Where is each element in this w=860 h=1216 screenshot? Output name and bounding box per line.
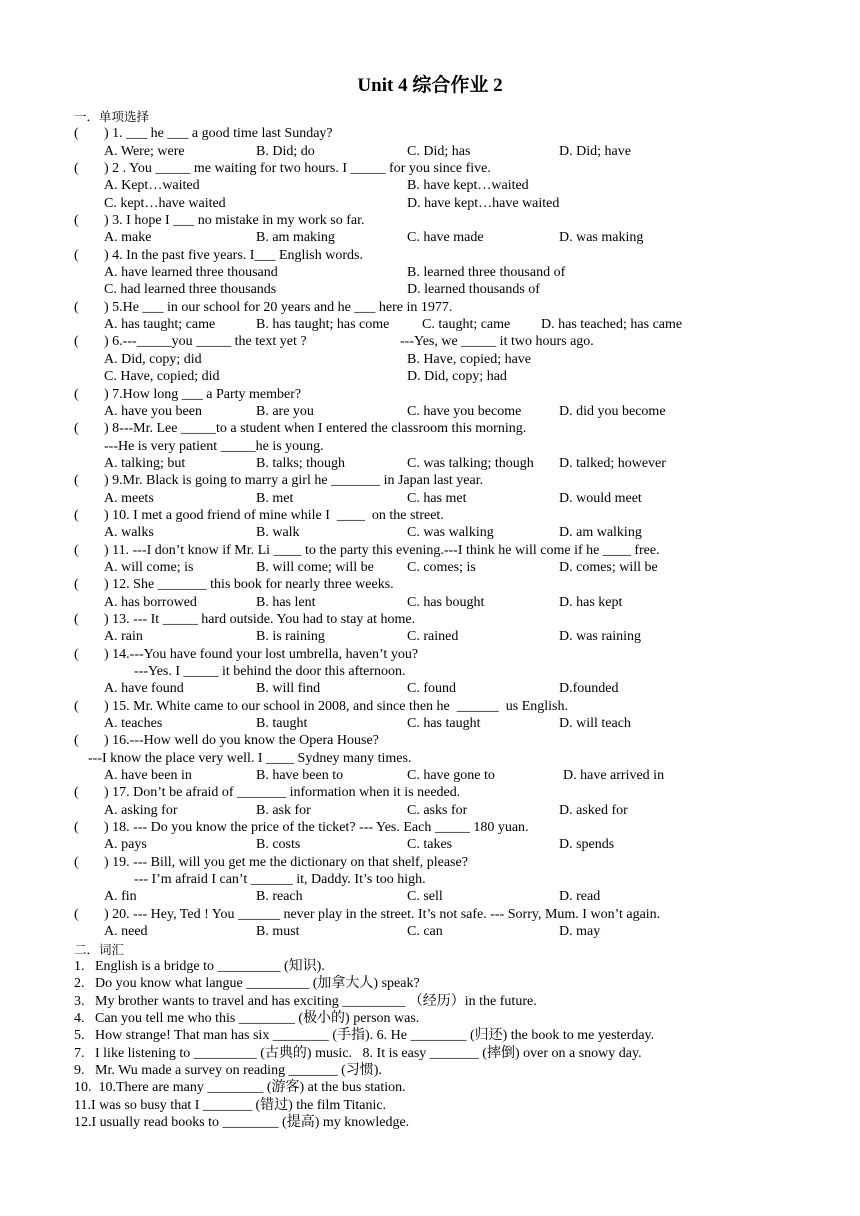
- options-row: [74, 368, 834, 385]
- option-c: C. sell: [407, 889, 443, 905]
- option-c: C. found: [407, 681, 456, 697]
- question-14-sub: [74, 663, 834, 680]
- option-b: B. reach: [256, 889, 303, 905]
- option-d: D. read: [559, 889, 601, 905]
- question-stem: ) 2 . You _____ me waiting for two hours. I _____ for you since five.: [104, 161, 491, 177]
- options-row: [74, 559, 834, 576]
- options-row: [74, 836, 834, 853]
- option-b: B. ask for: [256, 802, 311, 818]
- option-c: C. comes; is: [407, 559, 476, 575]
- answer-paren-open: (: [74, 646, 79, 662]
- options-row: [74, 490, 834, 507]
- option-b: B. will come; will be: [256, 559, 374, 575]
- option-a: A. Were; were: [104, 143, 185, 159]
- option-d: D. was making: [559, 230, 644, 246]
- option-d: D. has teached; has came: [541, 317, 683, 333]
- option-d: D. have kept…have waited: [407, 195, 560, 211]
- option-a: A. make: [104, 230, 152, 246]
- answer-paren-open: (: [74, 820, 79, 836]
- option-d: D. was raining: [559, 629, 642, 645]
- option-a: A. have you been: [104, 403, 202, 419]
- option-b: B. am making: [256, 230, 335, 246]
- option-a: A. has taught; came: [104, 317, 216, 333]
- options-row: [74, 594, 834, 611]
- answer-paren-open: (: [74, 161, 79, 177]
- question-stem: ) 9.Mr. Black is going to marry a girl he _______ in Japan last year.: [104, 473, 484, 489]
- vocab-item-6: [74, 1045, 834, 1062]
- option-c: C. have made: [407, 230, 484, 246]
- question-8-sub: [74, 438, 834, 455]
- option-b: B. walk: [256, 525, 300, 541]
- vocab-item-text: 9. Mr. Wu made a survey on reading _______ (习惯).: [74, 1062, 382, 1078]
- vocab-item-text: 1. English is a bridge to _________ (知识).: [74, 958, 325, 974]
- vocab-item-text: 11.I was so busy that I _______ (错过) the film Titanic.: [74, 1097, 387, 1113]
- question-5: [74, 299, 834, 316]
- option-b: B. Have, copied; have: [407, 351, 532, 367]
- options-row: [74, 802, 834, 819]
- question-stem: ) 17. Don’t be afraid of _______ information when it is needed.: [104, 785, 461, 801]
- vocab-item-4: [74, 1010, 834, 1027]
- option-d: D. did you become: [559, 403, 666, 419]
- option-a: A. walks: [104, 525, 154, 541]
- option-b: B. costs: [256, 837, 301, 853]
- vocab-item-text: 12.I usually read books to ________ (提高) my knowledge.: [74, 1114, 410, 1130]
- question-stem: ) 6.---_____you _____ the text yet ?: [104, 334, 307, 350]
- option-a: A. need: [104, 924, 148, 940]
- option-c: C. rained: [407, 629, 459, 645]
- option-b: B. are you: [256, 403, 314, 419]
- question-10: [74, 507, 834, 524]
- vocab-item-1: [74, 958, 834, 975]
- answer-paren-open: (: [74, 126, 79, 142]
- answer-paren-open: (: [74, 698, 79, 714]
- option-d: D. asked for: [559, 802, 628, 818]
- question-15: [74, 698, 834, 715]
- option-b: B. have kept…waited: [407, 178, 529, 194]
- option-d: D. learned thousands of: [407, 282, 540, 298]
- option-a: A. pays: [104, 837, 147, 853]
- option-a: A. have been in: [104, 768, 192, 784]
- worksheet-body: [74, 108, 834, 1131]
- answer-paren-open: (: [74, 213, 79, 229]
- question-16-sub: [74, 750, 834, 767]
- answer-paren-open: (: [74, 611, 79, 627]
- vocab-item-text: 2. Do you know what langue _________ (加拿大人) speak?: [74, 976, 420, 992]
- question-stem-reply: ---Yes, we _____ it two hours ago.: [400, 334, 594, 350]
- options-row: [74, 628, 834, 645]
- answer-paren-open: (: [74, 577, 79, 593]
- vocab-item-9: [74, 1097, 834, 1114]
- option-d: D.founded: [559, 681, 619, 697]
- option-a: A. meets: [104, 490, 154, 506]
- option-c: C. asks for: [407, 802, 468, 818]
- question-16: [74, 732, 834, 749]
- option-d: D. am walking: [559, 525, 642, 541]
- vocab-item-8: [74, 1079, 834, 1096]
- option-b: B. taught: [256, 716, 308, 732]
- options-row: [74, 403, 834, 420]
- question-stem: ) 3. I hope I ___ no mistake in my work so far.: [104, 213, 365, 229]
- option-c: C. has met: [407, 490, 467, 506]
- question-stem: ) 8---Mr. Lee _____to a student when I entered the classroom this morning.: [104, 421, 527, 437]
- answer-paren-open: (: [74, 785, 79, 801]
- options-row: [74, 264, 834, 281]
- options-row: [74, 229, 834, 246]
- options-row: [74, 351, 834, 368]
- question-stem: ) 11. ---I don’t know if Mr. Li ____ to the party this evening.---I think he will come if he ____ free.: [104, 542, 660, 558]
- answer-paren-open: (: [74, 733, 79, 749]
- options-row: [74, 316, 834, 333]
- vocab-item-2: [74, 975, 834, 992]
- question-1: [74, 125, 834, 142]
- options-row: [74, 715, 834, 732]
- vocab-item-text: 7. I like listening to _________ (古典的) music. 8. It is easy _______ (摔倒) over on a snowy day.: [74, 1045, 642, 1061]
- question-sub-line: ---I know the place very well. I ____ Sydney many times.: [88, 750, 412, 766]
- question-18: [74, 819, 834, 836]
- question-stem: ) 5.He ___ in our school for 20 years and he ___ here in 1977.: [104, 299, 453, 315]
- question-stem: ) 19. --- Bill, will you get me the dictionary on that shelf, please?: [104, 854, 468, 870]
- option-a: A. talking; but: [104, 455, 186, 471]
- answer-paren-open: (: [74, 247, 79, 263]
- option-d: D. talked; however: [559, 455, 666, 471]
- option-c: C. was walking: [407, 525, 494, 541]
- option-a: A. Did, copy; did: [104, 351, 202, 367]
- answer-paren-open: (: [74, 386, 79, 402]
- vocab-item-5: [74, 1027, 834, 1044]
- option-a: A. teaches: [104, 716, 163, 732]
- vocab-item-7: [74, 1062, 834, 1079]
- option-a: A. has borrowed: [104, 594, 197, 610]
- option-b: B. will find: [256, 681, 321, 697]
- question-11: [74, 542, 834, 559]
- option-b: B. Did; do: [256, 143, 315, 159]
- question-6: [74, 333, 834, 350]
- option-c: C. was talking; though: [407, 455, 534, 471]
- option-d: D. Did, copy; had: [407, 369, 507, 385]
- vocab-item-text: 3. My brother wants to travel and has exciting _________ （经历）in the future.: [74, 993, 537, 1009]
- options-row: [74, 281, 834, 298]
- options-row: [74, 767, 834, 784]
- question-stem: ) 7.How long ___ a Party member?: [104, 386, 302, 402]
- option-c: C. can: [407, 924, 443, 940]
- option-b: B. is raining: [256, 629, 325, 645]
- page-title: Unit 4 综合作业 2: [357, 75, 503, 96]
- options-row: [74, 680, 834, 697]
- question-8: [74, 420, 834, 437]
- answer-paren-open: (: [74, 334, 79, 350]
- options-row: [74, 195, 834, 212]
- vocab-item-text: 5. How strange! That man has six ________ (手指). 6. He ________ (归还) the book to me yesterday.: [74, 1028, 655, 1044]
- question-stem: ) 16.---How well do you know the Opera House?: [104, 733, 379, 749]
- answer-paren-open: (: [74, 473, 79, 489]
- section-heading-text: 二．词汇: [74, 941, 125, 957]
- option-c: C. has bought: [407, 594, 485, 610]
- option-b: B. must: [256, 924, 300, 940]
- option-a: A. have found: [104, 681, 184, 697]
- answer-paren-open: (: [74, 542, 79, 558]
- option-c: C. kept…have waited: [104, 195, 226, 211]
- vocab-item-text: 4. Can you tell me who this ________ (极小的) person was.: [74, 1010, 420, 1026]
- question-stem: ) 1. ___ he ___ a good time last Sunday?: [104, 126, 333, 142]
- question-13: [74, 611, 834, 628]
- option-d: D. may: [559, 924, 601, 940]
- question-12: [74, 576, 834, 593]
- question-19: [74, 854, 834, 871]
- option-d: D. would meet: [559, 490, 642, 506]
- question-stem: ) 14.---You have found your lost umbrella, haven’t you?: [104, 646, 419, 662]
- question-2: [74, 160, 834, 177]
- option-c: C. Did; has: [407, 143, 471, 159]
- option-a: A. have learned three thousand: [104, 265, 278, 281]
- answer-paren-open: (: [74, 421, 79, 437]
- vocab-item-10: [74, 1114, 834, 1131]
- answer-paren-open: (: [74, 854, 79, 870]
- option-a: A. rain: [104, 629, 143, 645]
- question-stem: ) 10. I met a good friend of mine while I ____ on the street.: [104, 507, 444, 523]
- question-sub-line: ---He is very patient _____he is young.: [104, 438, 324, 454]
- options-row: [74, 177, 834, 194]
- option-b: B. have been to: [256, 768, 344, 784]
- vocab-item-3: [74, 993, 834, 1010]
- options-row: [74, 143, 834, 160]
- options-row: [74, 888, 834, 905]
- option-d: D. spends: [559, 837, 615, 853]
- options-row: [74, 455, 834, 472]
- option-c: C. have gone to: [407, 768, 495, 784]
- option-c: C. had learned three thousands: [104, 282, 277, 298]
- question-19-sub: [74, 871, 834, 888]
- section-heading: [74, 108, 834, 125]
- question-stem: ) 15. Mr. White came to our school in 2008, and since then he ______ us English.: [104, 698, 569, 714]
- question-3: [74, 212, 834, 229]
- question-4: [74, 247, 834, 264]
- question-sub-line: ---Yes. I _____ it behind the door this afternoon.: [134, 664, 406, 679]
- answer-paren-open: (: [74, 507, 79, 523]
- options-row: [74, 524, 834, 541]
- question-17: [74, 784, 834, 801]
- question-stem: ) 20. --- Hey, Ted ! You ______ never play in the street. It’s not safe. --- Sorry, Mum. I won’t again.: [104, 906, 661, 922]
- option-b: B. learned three thousand of: [407, 265, 566, 281]
- option-d: D. have arrived in: [563, 768, 665, 784]
- option-c: C. taught; came: [422, 317, 511, 333]
- option-a: A. Kept…waited: [104, 178, 200, 194]
- question-sub-line: --- I’m afraid I can’t ______ it, Daddy. It’s too high.: [134, 872, 426, 888]
- option-c: C. has taught: [407, 716, 481, 732]
- option-d: D. Did; have: [559, 143, 631, 159]
- option-b: B. met: [256, 490, 294, 506]
- option-a: A. will come; is: [104, 559, 194, 575]
- question-stem: ) 12. She _______ this book for nearly three weeks.: [104, 577, 394, 593]
- option-b: B. has taught; has come: [256, 317, 390, 333]
- option-d: D. has kept: [559, 594, 623, 610]
- question-14: [74, 646, 834, 663]
- option-a: A. asking for: [104, 802, 178, 818]
- option-c: C. Have, copied; did: [104, 369, 220, 385]
- option-c: C. takes: [407, 837, 453, 853]
- option-b: B. has lent: [256, 594, 316, 610]
- question-20: [74, 906, 834, 923]
- question-9: [74, 472, 834, 489]
- answer-paren-open: (: [74, 906, 79, 922]
- question-stem: ) 4. In the past five years. I___ English words.: [104, 247, 363, 263]
- question-stem: ) 18. --- Do you know the price of the ticket? --- Yes. Each _____ 180 yuan.: [104, 820, 529, 836]
- option-d: D. comes; will be: [559, 559, 658, 575]
- section-heading: [74, 941, 834, 958]
- question-stem: ) 13. --- It _____ hard outside. You had to stay at home.: [104, 611, 416, 627]
- question-7: [74, 386, 834, 403]
- options-row: [74, 923, 834, 940]
- answer-paren-open: (: [74, 299, 79, 315]
- option-b: B. talks; though: [256, 455, 346, 471]
- option-a: A. fin: [104, 889, 137, 905]
- vocab-item-text: 10. 10.There are many ________ (游客) at the bus station.: [74, 1080, 406, 1096]
- option-c: C. have you become: [407, 403, 522, 419]
- section-heading-text: 一．单项选择: [74, 109, 150, 124]
- option-d: D. will teach: [559, 716, 631, 732]
